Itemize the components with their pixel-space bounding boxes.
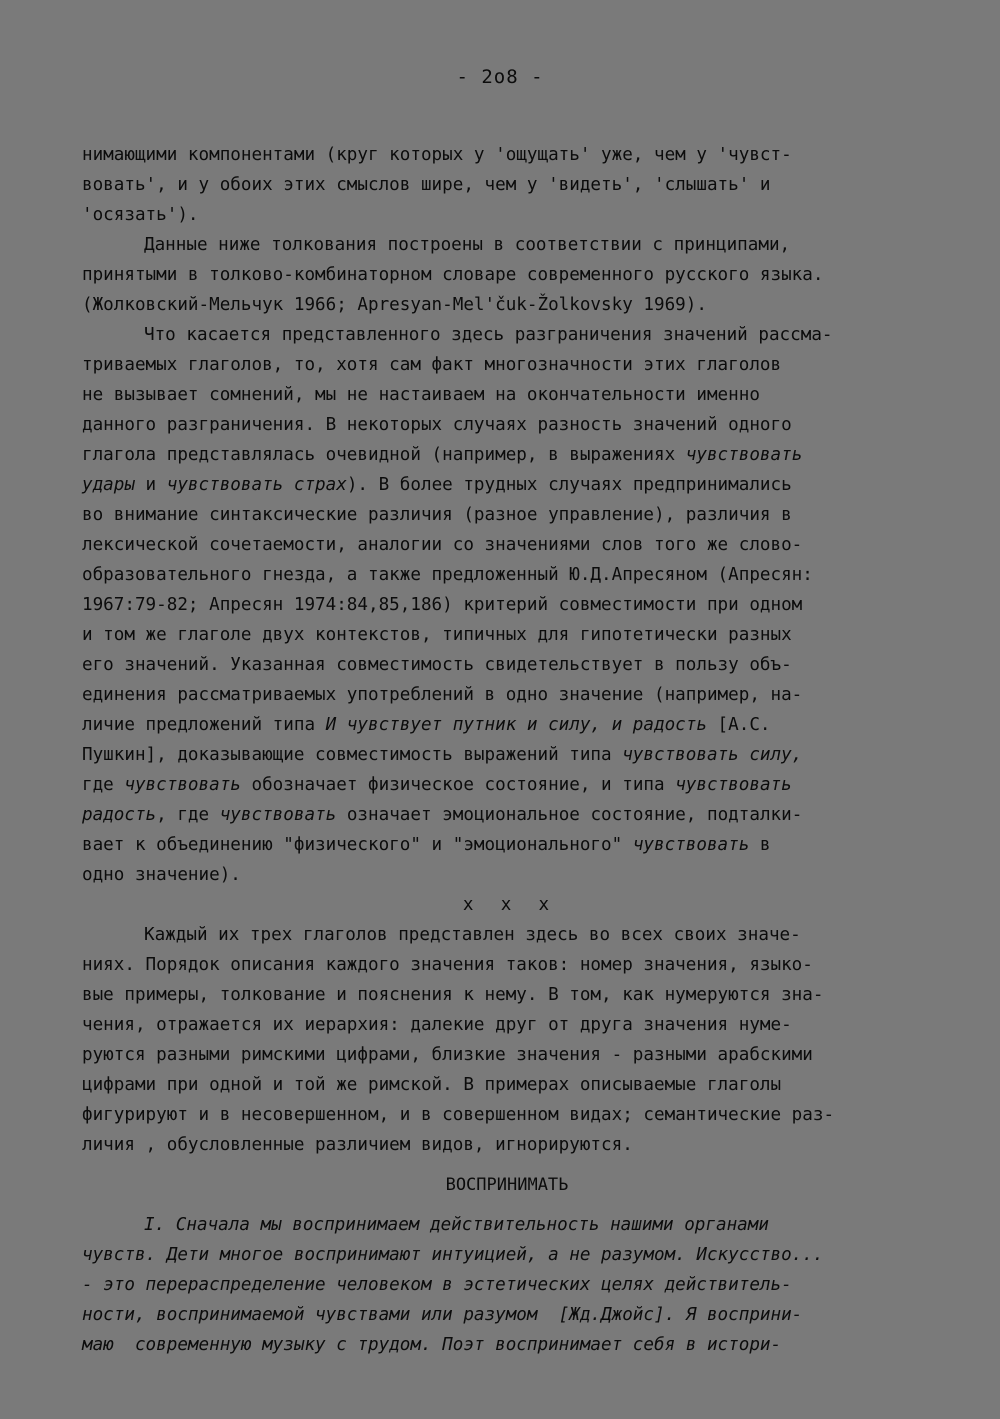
text-fragment: личие предложений типа	[82, 715, 326, 735]
text-line	[82, 800, 932, 830]
example-line: - это перераспределение человеком в эстетических целях действитель-	[82, 1275, 792, 1295]
text-line	[82, 680, 932, 710]
italic-term: чувствовать	[632, 835, 750, 855]
text-line: нимающими компонентами (круг которых у 'ощущать' уже, чем у 'чувст-	[82, 145, 792, 165]
paragraph-block-1	[82, 140, 932, 320]
text-line	[82, 500, 932, 530]
text-line	[82, 740, 932, 770]
text-line: руются разными римскими цифрами, близкие значения - разными арабскими	[82, 1045, 813, 1065]
text-fragment: одно значение).	[82, 865, 241, 885]
text-line: Данные ниже толкования построены в соответствии с принципами,	[144, 235, 791, 255]
text-fragment: в	[749, 835, 771, 855]
text-fragment: данного разграничения. В некоторых случаях разность значений одного	[82, 415, 792, 435]
text-fragment: [А.С.	[706, 715, 771, 735]
text-line	[82, 710, 932, 740]
text-line	[82, 380, 932, 410]
body-text	[82, 140, 932, 1360]
text-fragment: глагола представлялась очевидной (например, в выражениях	[82, 445, 686, 465]
paragraph-block-3	[82, 920, 932, 1160]
text-fragment: где	[82, 775, 125, 795]
text-fragment: во внимание синтаксические различия (разное управление), различия в	[82, 505, 792, 525]
italic-term: радость	[82, 805, 157, 825]
text-line: 'осязать').	[82, 205, 199, 225]
text-fragment: означает эмоциональное состояние, подталки-	[336, 805, 803, 825]
italic-term: чувствовать	[685, 445, 803, 465]
text-fragment: ). В более трудных случаях предпринимались	[346, 475, 792, 495]
text-fragment: , где	[156, 805, 220, 825]
text-fragment: обозначает физическое состояние, и типа	[240, 775, 676, 795]
page-number: - 2o8 -	[456, 66, 544, 88]
text-line: фигурируют и в несовершенном, и в совершенном видах; семантические раз-	[82, 1105, 835, 1125]
text-line: вые примеры, толкование и пояснения к нему. В том, как нумеруются зна-	[82, 985, 824, 1005]
text-line: вовать', и у обоих этих смыслов шире, чем у 'видеть', 'слышать' и	[82, 175, 771, 195]
text-line	[82, 560, 932, 590]
paragraph-block-2	[82, 320, 932, 890]
text-line: Каждый их трех глаголов представлен здесь во всех своих значе-	[144, 925, 801, 945]
text-fragment: вает к объединению "физического" и "эмоционального"	[82, 835, 633, 855]
text-line: цифрами при одной и той же римской. В примерах описываемые глаголы	[82, 1075, 782, 1095]
text-line	[82, 410, 932, 440]
example-block	[82, 1210, 932, 1360]
text-line	[82, 590, 932, 620]
entry-heading: ВОСПРИНИМАТЬ	[445, 1175, 569, 1195]
italic-term: чувствовать	[675, 775, 792, 795]
example-line: маю современную музыку с трудом. Поэт воспринимает себя в истори-	[82, 1335, 782, 1355]
text-fragment: Что касается представленного здесь разграничения значений рассма-	[144, 325, 833, 345]
italic-term: чувствовать силу,	[622, 745, 803, 765]
text-line	[82, 470, 932, 500]
text-fragment: образовательного гнезда, а также предложенный Ю.Д.Апресяном (Апресян:	[82, 565, 813, 585]
text-line	[82, 440, 932, 470]
text-fragment: его значений. Указанная совместимость свидетельствует в пользу объ-	[82, 655, 792, 675]
text-line	[82, 530, 932, 560]
text-line	[82, 860, 932, 890]
text-fragment: не вызывает сомнений, мы не настаиваем на окончательности именно	[82, 385, 760, 405]
text-fragment: единения рассматриваемых употреблений в одно значение (например, на-	[82, 685, 803, 705]
text-fragment: триваемых глаголов, то, хотя сам факт многозначности этих глаголов	[82, 355, 782, 375]
italic-term: чувствовать страх	[166, 475, 347, 495]
text-fragment: 1967:79-82; Апресян 1974:84,85,186) критерий совместимости при одном	[82, 595, 803, 615]
section-separator: x x x	[462, 895, 552, 915]
text-fragment: и том же глаголе двух контекстов, типичных для гипотетически разных	[82, 625, 792, 645]
italic-term: удары	[82, 475, 135, 495]
text-fragment: лексической сочетаемости, аналогии со значениями слов того же слово-	[82, 535, 803, 555]
text-fragment: и	[134, 475, 167, 495]
italic-term: И чувствует путник и силу, и радость	[325, 715, 707, 735]
text-line	[82, 620, 932, 650]
text-line: принятыми в толково-комбинаторном словаре современного русского языка.	[82, 265, 824, 285]
text-line: личия , обусловленные различием видов, игнорируются.	[82, 1135, 633, 1155]
example-line: чувств. Дети многое воспринимают интуицией, а не разумом. Искусство...	[82, 1245, 824, 1265]
text-line	[82, 350, 932, 380]
text-line	[82, 770, 932, 800]
example-line: I. Сначала мы воспринимаем действительность нашими органами	[144, 1215, 769, 1235]
text-line	[82, 830, 932, 860]
text-line: ниях. Порядок описания каждого значения таков: номер значения, языко-	[82, 955, 813, 975]
text-line	[82, 650, 932, 680]
text-fragment: Пушкин], доказывающие совместимость выражений типа	[82, 745, 623, 765]
text-line: (Жолковский-Мельчук 1966; Apresyan-Mel'čuk-Žolkovsky 1969).	[82, 295, 707, 315]
italic-term: чувствовать	[219, 805, 337, 825]
italic-term: чувствовать	[124, 775, 241, 795]
text-line: чения, отражается их иерархия: далекие друг от друга значения нуме-	[82, 1015, 792, 1035]
example-line: ности, воспринимаемой чувствами или разумом [Жд.Джойс]. Я восприни-	[82, 1305, 803, 1325]
text-line	[82, 320, 932, 350]
